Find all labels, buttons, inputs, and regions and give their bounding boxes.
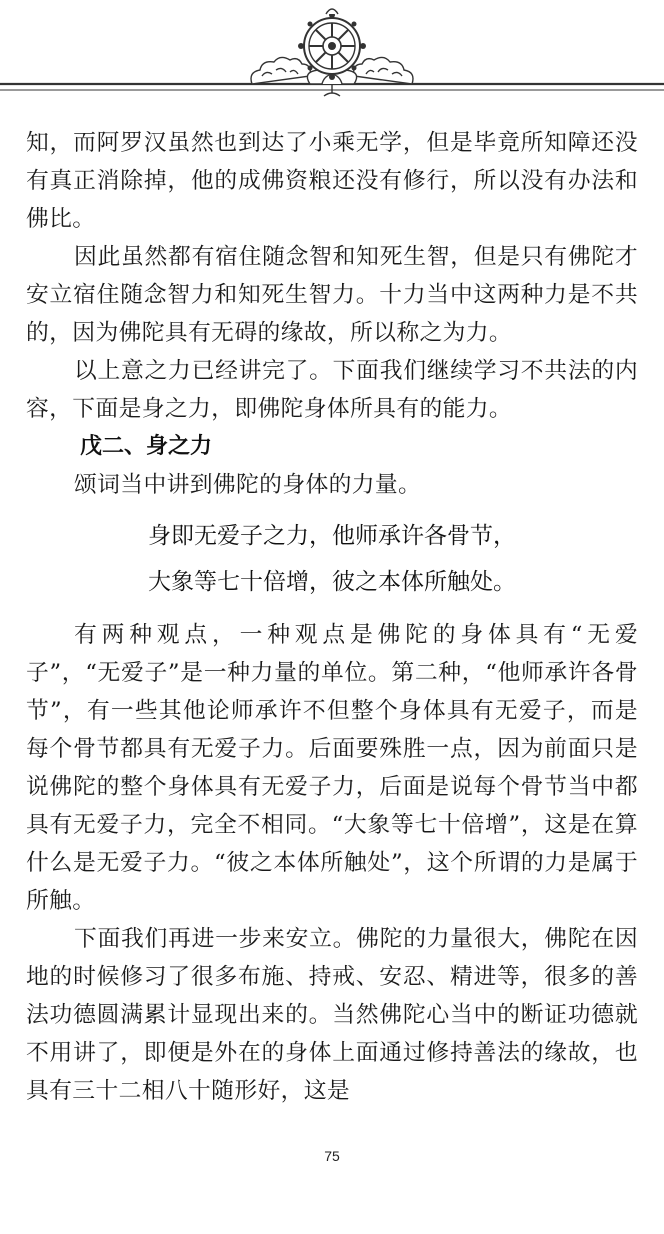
dharma-wheel-icon xyxy=(0,0,664,110)
paragraph-3: 以上意之力已经讲完了。下面我们继续学习不共法的内容，下面是身之力，即佛陀身体所具有的能力。 xyxy=(26,358,638,422)
body-text xyxy=(26,124,638,1110)
header-ornament xyxy=(0,0,664,110)
paragraph-4: 颂词当中讲到佛陀的身体的力量。 xyxy=(74,472,422,498)
verse-line-2: 大象等七十倍增，彼之本体所触处。 xyxy=(148,569,516,595)
verse-line-1: 身即无爱子之力，他师承许各骨节， xyxy=(148,523,516,549)
page-number: 75 xyxy=(324,1148,340,1164)
paragraph-2: 因此虽然都有宿住随念智和知死生智，但是只有佛陀才安立宿住随念智力和知死生智力。十力当中这两种力是不共的，因为佛陀具有无碍的缘故，所以称之为力。 xyxy=(26,244,638,346)
section-heading: 戊二、身之力 xyxy=(80,434,213,459)
paragraph-1: 知，而阿罗汉虽然也到达了小乘无学，但是毕竟所知障还没有真正消除掉，他的成佛资粮还没有修行，所以没有办法和佛比。 xyxy=(26,130,638,232)
paragraph-6: 下面我们再进一步来安立。佛陀的力量很大，佛陀在因地的时候修习了很多布施、持戒、安忍、精进等，很多的善法功德圆满累计显现出来的。当然佛陀心当中的断证功德就不用讲了，即便是外在的身体上面通过修持善法的缘故，也具有三十二相八十随形好，这是 xyxy=(26,926,638,1104)
paragraph-5: 有两种观点，一种观点是佛陀的身体具有“无爱子”，“无爱子”是一种力量的单位。第二种，“他师承许各骨节”，有一些其他论师承许不但整个身体具有无爱子，而是每个骨节都具有无爱子力。后面要殊胜一点，因为前面只是说佛陀的整个身体具有无爱子力，后面是说每个骨节当中都具有无爱子力，完全不相同。“大象等七十倍增”，这是在算什么是无爱子力。“彼之本体所触处”，这个所谓的力是属于所触。 xyxy=(26,622,638,914)
verse-block xyxy=(26,516,638,602)
